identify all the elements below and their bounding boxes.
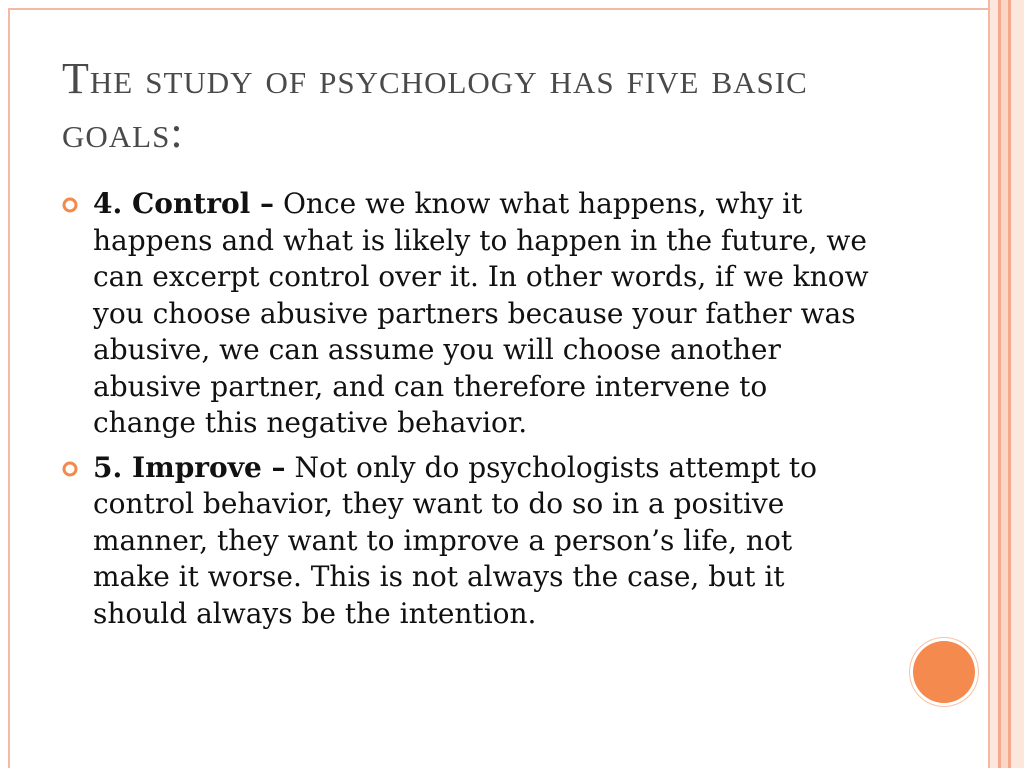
bullet-lead: 4. Control – (93, 187, 275, 220)
circle-bullet-icon (62, 461, 78, 477)
frame-left-border (8, 8, 10, 768)
circle-bullet-icon (62, 197, 78, 213)
bullet-lead: 5. Improve – (93, 450, 286, 484)
bullet-text: Once we know what happens, why it happens and what is likely to happen in the future, we can excerpt control over it. In other words, if we know you choose abusive partners because your father was abusive, we can assume you will choose another abusive partner, and can therefore intervene to change this negative behavior. (93, 187, 869, 439)
decorative-stripe (990, 0, 998, 768)
slide-title: The study of psychology has five basic goals: (62, 54, 808, 157)
frame-top-border (8, 8, 988, 10)
accent-circle-icon (913, 641, 975, 703)
bullet-item-control (62, 186, 877, 442)
decorative-stripe (1011, 0, 1024, 768)
decorative-stripe (1001, 0, 1008, 768)
bullet-list (62, 186, 877, 640)
bullet-text: Not only do psychologists attempt to control behavior, they want to do so in a positive manner, they want to improve a person’s life, not make it worse. This is not always the case, but it should always be the intention. (93, 450, 817, 630)
bullet-item-improve (62, 450, 877, 633)
